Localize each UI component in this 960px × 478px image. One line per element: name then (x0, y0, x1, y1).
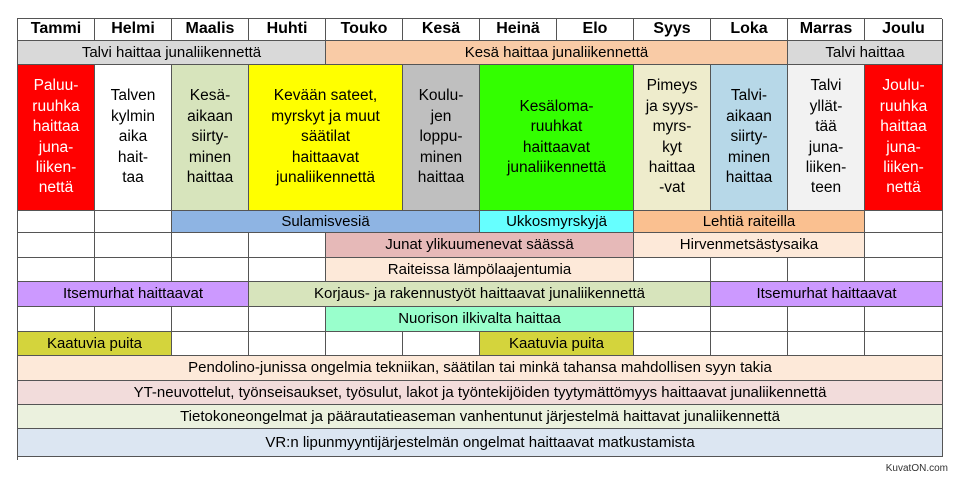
empty-cell (711, 258, 788, 282)
empty-cell (18, 258, 95, 282)
empty-cell (18, 233, 95, 258)
band-sulamisvesia: Sulamisvesiä (172, 211, 480, 233)
empty-cell (172, 233, 249, 258)
monthly-reason: Talvi- aikaan siirty- minen haittaa (711, 65, 788, 211)
monthly-reason: Talvi yllät- tää juna- liiken- teen (788, 65, 865, 211)
empty-cell (172, 307, 249, 332)
band-tietokone: Tietokoneongelmat ja päärautatieaseman vanhentunut järjestelmä haittavat junaliikennettä (18, 405, 943, 429)
month-header: Huhti (249, 19, 326, 41)
month-header: Syys (634, 19, 711, 41)
band-lehtia: Lehtiä raiteilla (634, 211, 865, 233)
monthly-reason: Kevään sateet, myrskyt ja muut säätilat haittaavat junaliikennettä (249, 65, 403, 211)
empty-cell (95, 307, 172, 332)
monthly-reason: Talven kylmin aika hait- taa (95, 65, 172, 211)
monthly-reason: Koulu- jen loppu- minen haittaa (403, 65, 480, 211)
empty-cell (249, 258, 326, 282)
month-header: Heinä (480, 19, 557, 41)
band-vr: VR:n lipunmyyntijärjestelmän ongelmat haittaavat matkustamista (18, 429, 943, 457)
month-header: Helmi (95, 19, 172, 41)
band-nuoriso: Nuorison ilkivalta haittaa (326, 307, 634, 332)
band-itsemurhat-start: Itsemurhat haittaavat (18, 282, 249, 307)
band-kaatuvia-start: Kaatuvia puita (18, 332, 172, 356)
empty-cell (249, 233, 326, 258)
empty-cell (403, 332, 480, 356)
month-header: Loka (711, 19, 788, 41)
season-summer: Kesä haittaa junaliikennettä (326, 41, 788, 65)
empty-cell (18, 307, 95, 332)
month-header: Joulu (865, 19, 943, 41)
band-pendolino: Pendolino-junissa ongelmia tekniikan, säätilan tai minkä tahansa mahdollisen syyn takia (18, 356, 943, 381)
empty-cell (249, 332, 326, 356)
band-korjaus: Korjaus- ja rakennustyöt haittaavat junaliikennettä (249, 282, 711, 307)
empty-cell (95, 233, 172, 258)
empty-cell (711, 332, 788, 356)
monthly-reason: Kesäloma- ruuhkat haittaavat junaliikennettä (480, 65, 634, 211)
monthly-reason: Kesä- aikaan siirty- minen haittaa (172, 65, 249, 211)
empty-cell (18, 211, 95, 233)
empty-cell (95, 211, 172, 233)
empty-cell (865, 332, 943, 356)
empty-cell (326, 332, 403, 356)
empty-cell (172, 332, 249, 356)
empty-cell (634, 332, 711, 356)
empty-cell (95, 258, 172, 282)
month-header: Maalis (172, 19, 249, 41)
empty-cell (788, 307, 865, 332)
empty-cell (865, 307, 943, 332)
band-ukkosmyrskyja: Ukkosmyrskyjä (480, 211, 634, 233)
month-header: Kesä (403, 19, 480, 41)
empty-cell (865, 258, 943, 282)
train-disruption-calendar (17, 18, 942, 460)
band-hirvenmetsastys: Hirvenmetsästysaika (634, 233, 865, 258)
band-ylikuumenevat: Junat ylikuumenevat säässä (326, 233, 634, 258)
empty-cell (172, 258, 249, 282)
monthly-reason: Paluu- ruuhka haittaa juna- liiken- nettä (18, 65, 95, 211)
empty-cell (249, 307, 326, 332)
band-lampolaajentumia: Raiteissa lämpölaajentumia (326, 258, 634, 282)
empty-cell (711, 307, 788, 332)
month-header: Tammi (18, 19, 95, 41)
band-kaatuvia-summer: Kaatuvia puita (480, 332, 634, 356)
empty-cell (634, 258, 711, 282)
monthly-reason: Pimeys ja syys- myrs- kyt haittaa -vat (634, 65, 711, 211)
month-header: Marras (788, 19, 865, 41)
band-yt: YT-neuvottelut, työnseisaukset, työsulut, lakot ja työntekijöiden tyytymättömyys haittaavat junaliikennettä (18, 381, 943, 405)
empty-cell (865, 233, 943, 258)
watermark: KuvatON.com (885, 463, 948, 474)
season-winter-end: Talvi haittaa (788, 41, 943, 65)
empty-cell (634, 307, 711, 332)
month-header: Elo (557, 19, 634, 41)
season-winter-start: Talvi haittaa junaliikennettä (18, 41, 326, 65)
monthly-reason: Joulu- ruuhka haittaa juna- liiken- nettä (865, 65, 943, 211)
empty-cell (788, 332, 865, 356)
empty-cell (865, 211, 943, 233)
month-header: Touko (326, 19, 403, 41)
band-itsemurhat-end: Itsemurhat haittaavat (711, 282, 943, 307)
empty-cell (788, 258, 865, 282)
